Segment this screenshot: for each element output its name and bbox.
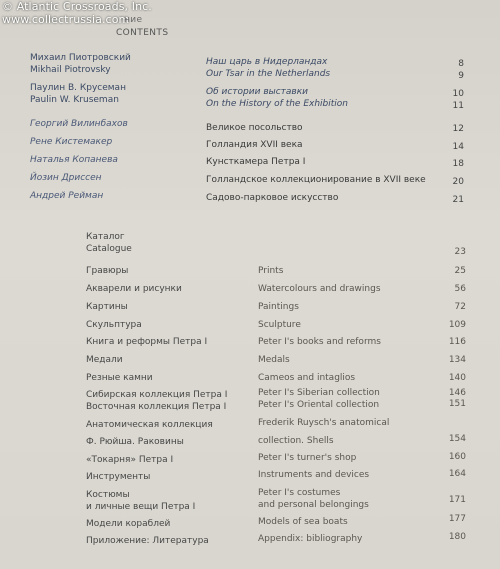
section-en: Prints — [258, 266, 284, 276]
section-ru: Гравюры — [86, 266, 129, 276]
section-ru: Скульптура — [86, 320, 142, 330]
section-ru: «Токарня» Петра I — [86, 455, 174, 465]
section-en: Models of sea boats — [258, 517, 348, 527]
essay-page-ru: 8 — [458, 59, 464, 69]
section-page: 134 — [448, 355, 466, 365]
section-en: collection. Shells — [258, 436, 334, 446]
essay-author-en: Paulin W. Kruseman — [30, 95, 119, 105]
essay-page: 20 — [452, 177, 464, 187]
catalogue-label-en: Catalogue — [86, 244, 132, 254]
section-page: 109 — [448, 320, 466, 330]
essay-page: 14 — [452, 142, 464, 152]
essay-title-en: Our Tsar in the Netherlands — [206, 69, 331, 79]
essay-title-ru: Наш царь в Нидерландах — [206, 57, 328, 67]
essay-title: Голландское коллекционирование в XVII веке — [206, 175, 426, 185]
section-ru: Сибирская коллекция Петра I — [86, 390, 228, 400]
essay-author-en: Mikhail Piotrovsky — [30, 65, 111, 75]
section-en: Peter I's books and reforms — [258, 337, 381, 347]
essay-author-ru: Паулин В. Крусеман — [30, 83, 126, 93]
section-page: 151 — [448, 399, 466, 409]
section-page: 72 — [454, 302, 466, 312]
section-ru: Картины — [86, 302, 128, 312]
essay-page: 18 — [452, 159, 464, 169]
section-page: 154 — [448, 434, 466, 444]
essay-title-en: On the History of the Exhibition — [206, 99, 348, 109]
section-en: Peter I's Oriental collection — [258, 400, 380, 410]
section-en: Watercolours and drawings — [258, 284, 381, 294]
essay-author: Наталья Копанева — [30, 155, 118, 165]
section-page: 56 — [454, 284, 466, 294]
essay-title: Великое посольство — [206, 123, 303, 133]
section-en: Peter I's turner's shop — [258, 453, 357, 463]
essay-title-ru: Об истории выставки — [206, 87, 309, 97]
watermark-line-2: www.collectrussia.com — [2, 13, 130, 26]
essay-author-ru: Михаил Пиотровский — [30, 53, 131, 63]
essay-page: 21 — [452, 195, 464, 205]
section-page: 180 — [448, 532, 466, 542]
section-ru: Приложение: Литература — [86, 536, 209, 546]
essay-author: Георгий Вилинбахов — [30, 119, 128, 129]
section-en: Medals — [258, 355, 290, 365]
section-ru: Медали — [86, 355, 123, 365]
watermark-line-1: © Atlantic Crossroads, Inc. — [2, 0, 152, 13]
section-page: 140 — [448, 373, 466, 383]
essay-title: Голландия XVII века — [206, 140, 303, 150]
section-ru: Ф. Рюйша. Раковины — [86, 437, 184, 447]
section-page: 160 — [448, 452, 466, 462]
section-ru: Акварели и рисунки — [86, 284, 182, 294]
section-page: 177 — [448, 514, 466, 524]
section-ru: Книга и реформы Петра I — [86, 337, 208, 347]
essay-page-en: 9 — [458, 71, 464, 81]
catalogue-label-ru: Каталог — [86, 232, 125, 242]
section-ru: Восточная коллекция Петра I — [86, 402, 227, 412]
section-en: Cameos and intaglios — [258, 373, 356, 383]
section-page: 25 — [454, 266, 466, 276]
essay-title: Садово-парковое искусство — [206, 193, 339, 203]
section-en: Appendix: bibliography — [258, 534, 363, 544]
section-en: Frederik Ruysch's anatomical — [258, 418, 390, 428]
section-page: 146 — [448, 388, 466, 398]
section-en: Paintings — [258, 302, 299, 312]
essay-author: Рене Кистемакер — [30, 137, 113, 147]
contents-heading-ru: ние — [124, 15, 143, 25]
section-en: and personal belongings — [258, 500, 369, 510]
section-en: Peter I's costumes — [258, 488, 341, 498]
catalogue-page: 23 — [454, 247, 466, 257]
section-en: Sculpture — [258, 320, 301, 330]
section-page: 171 — [448, 495, 466, 505]
section-ru: Модели кораблей — [86, 519, 171, 529]
section-ru: Резные камни — [86, 373, 153, 383]
essay-title: Кунсткамера Петра I — [206, 157, 306, 167]
section-ru: Инструменты — [86, 472, 151, 482]
section-ru: Костюмы — [86, 490, 130, 500]
section-page: 116 — [448, 337, 466, 347]
essay-page: 12 — [452, 124, 464, 134]
essay-page-ru: 10 — [452, 89, 464, 99]
section-ru: и личные вещи Петра I — [86, 502, 196, 512]
section-ru: Анатомическая коллекция — [86, 420, 213, 430]
essay-author: Йозин Дриссен — [30, 173, 102, 183]
essay-author: Андрей Рейман — [30, 191, 104, 201]
essay-page-en: 11 — [452, 101, 464, 111]
section-en: Instruments and devices — [258, 470, 370, 480]
contents-heading-en: CONTENTS — [116, 28, 169, 38]
section-page: 164 — [448, 469, 466, 479]
section-en: Peter I's Siberian collection — [258, 388, 380, 398]
